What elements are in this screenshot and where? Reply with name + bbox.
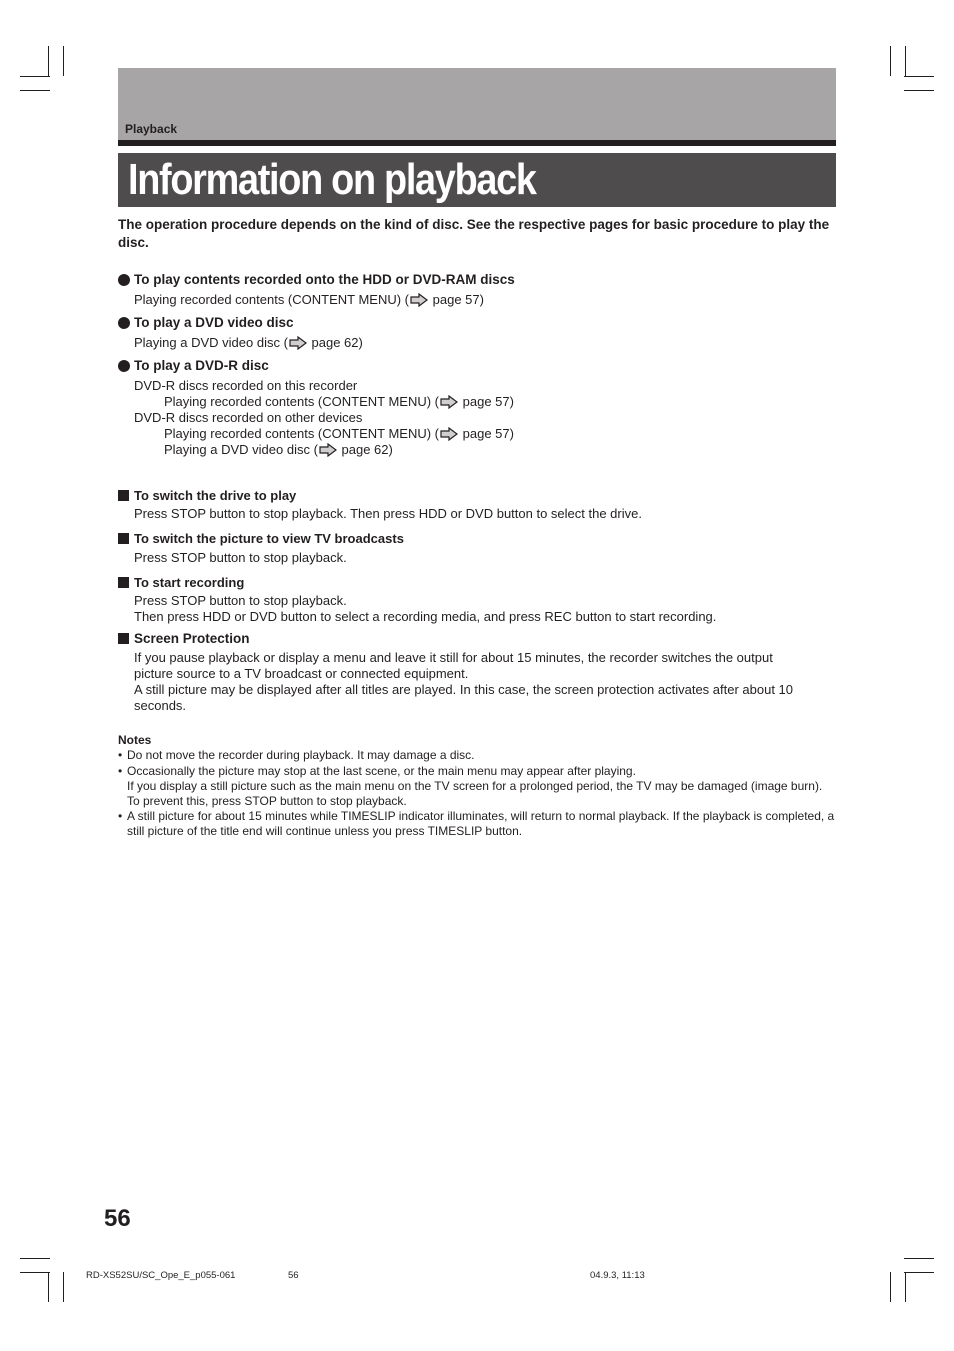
page-title: Information on playback [128,155,536,204]
crop-mark [20,1258,50,1259]
disc-line-text: Playing recorded contents (CONTENT MENU) ( [134,292,410,307]
disc-line-page: page 57) [459,394,514,409]
page-number: 56 [104,1205,131,1232]
crop-mark [904,1272,934,1273]
arrow-right-icon [319,443,337,457]
square-bullet-icon [118,633,129,644]
crop-mark [63,46,64,76]
note-bullet: • [118,809,123,823]
section-body: Press STOP button to stop playback. [134,593,347,608]
disc-heading-hdd-dvdram: To play contents recorded onto the HDD or DVD-RAM discs [134,272,515,287]
square-bullet-icon [118,490,129,501]
disc-line-text: Playing a DVD video disc ( [134,335,288,350]
disc-line [134,292,484,308]
disc-line [164,394,514,410]
note-text: A still picture for about 15 minutes while TIMESLIP indicator illuminates, will return to normal playback. If the playback is completed, a still picture of the title end will continue unless you press TIMESLIP button. [127,809,835,838]
disc-sub-label: DVD-R discs recorded on other devices [134,410,363,425]
section-body: Then press HDD or DVD button to select a recording media, and press REC button to start recording. [134,609,717,624]
disc-line-text: Playing recorded contents (CONTENT MENU) ( [164,394,440,409]
bullet-circle-icon [118,360,130,372]
footer-timestamp: 04.9.3, 11:13 [590,1270,645,1281]
disc-heading-dvd-video: To play a DVD video disc [134,315,294,330]
crop-mark [890,46,891,76]
notes-title: Notes [118,733,152,747]
arrow-right-icon [440,427,458,441]
note-text: Occasionally the picture may stop at the last scene, or the main menu may appear after playing. [127,764,636,778]
section-heading-switch-drive: To switch the drive to play [134,488,297,503]
note-text: Do not move the recorder during playback. It may damage a disc. [127,748,475,762]
section-body: Press STOP button to stop playback. Then press HDD or DVD button to select the drive. [134,506,642,521]
note-item [118,809,836,839]
disc-heading-dvd-r: To play a DVD-R disc [134,358,269,373]
footer-file: RD-XS52SU/SC_Ope_E_p055-061 [86,1270,236,1281]
crop-mark [20,90,50,91]
crop-mark [20,76,50,77]
crop-mark [890,1272,891,1302]
arrow-right-icon [410,293,428,307]
header-band [118,68,836,140]
note-continuation: If you display a still picture such as the main menu on the TV screen for a prolonged period, the TV may be damaged (image burn). To prevent this, press STOP button to stop playback. [127,779,823,808]
section-body: A still picture may be displayed after all titles are played. In this case, the screen protection activates after about 10 seconds. [134,682,794,713]
disc-line [164,426,514,442]
crop-mark [904,1258,934,1259]
arrow-right-icon [440,395,458,409]
section-heading-start-recording: To start recording [134,575,245,590]
section-heading-switch-picture: To switch the picture to view TV broadcasts [134,531,404,546]
bullet-circle-icon [118,317,130,329]
section-label: Playback [125,122,178,136]
crop-mark [904,76,934,77]
note-bullet: • [118,764,123,778]
note-item [118,748,836,763]
arrow-right-icon [289,336,307,350]
bullet-circle-icon [118,274,130,286]
intro-text: The operation procedure depends on the kind of disc. See the respective pages for basic procedure to play the disc. [118,217,830,250]
section-body: Press STOP button to stop playback. [134,550,347,565]
crop-mark [904,90,934,91]
square-bullet-icon [118,533,129,544]
crop-mark [20,1272,50,1273]
square-bullet-icon [118,577,129,588]
disc-line-text: Playing recorded contents (CONTENT MENU) ( [164,426,440,441]
disc-line-page: page 62) [307,335,363,350]
section-body: If you pause playback or display a menu and leave it still for about 15 minutes, the recorder switches the output picture source to a TV broadcast or connected equipment. [134,650,773,681]
crop-mark [905,1272,906,1302]
crop-mark [48,46,49,76]
disc-line [134,335,363,351]
disc-line-text: Playing a DVD video disc ( [164,442,318,457]
disc-line-page: page 57) [459,426,514,441]
crop-mark [48,1272,49,1302]
disc-line-page: page 57) [429,292,484,307]
section-heading-screen-protection: Screen Protection [134,631,250,646]
disc-sub-label: DVD-R discs recorded on this recorder [134,378,358,393]
note-bullet: • [118,748,123,762]
note-item [118,764,836,809]
header-rule [118,140,836,146]
crop-mark [905,46,906,76]
footer-page: 56 [288,1270,299,1281]
disc-line-page: page 62) [337,442,393,457]
disc-line [164,442,393,458]
crop-mark [63,1272,64,1302]
